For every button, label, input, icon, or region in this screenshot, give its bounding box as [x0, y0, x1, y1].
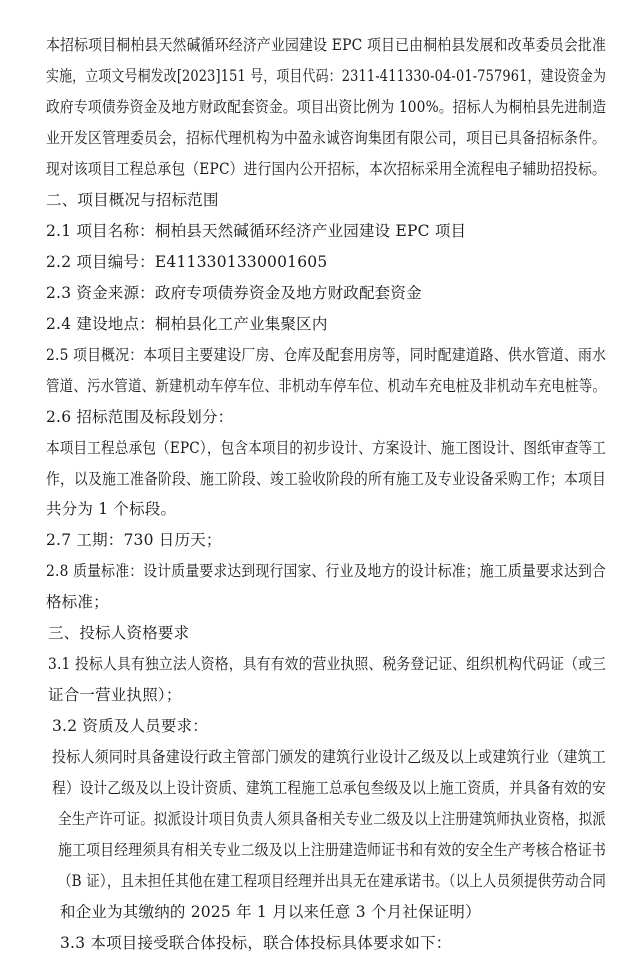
- text-line: 3.2 资质及人员要求：: [52, 717, 208, 735]
- text-line: 2.3 资金来源：政府专项债券资金及地方财政配套资金: [46, 284, 422, 302]
- text-line: 2.5 项目概况：本项目主要建设厂房、仓库及配套用房等，同时配建道路、供水管道、雨水: [46, 346, 607, 364]
- text-line: 3.3 本项目接受联合体投标，联合体投标具体要求如下：: [60, 934, 452, 952]
- text-line: 格标准；: [46, 593, 109, 611]
- text-line: 3.1 投标人具有独立法人资格，具有有效的营业执照、税务登记证、组织机构代码证（或三: [48, 655, 607, 673]
- text-line: 投标人须同时具备建设行政主管部门颁发的建筑行业设计乙级及以上或建筑行业（建筑工: [52, 748, 607, 766]
- text-line: 和企业为其缴纳的 2025 年 1 月以来任意 3 个月社保证明）: [60, 903, 481, 921]
- text-line: 本项目工程总承包（EPC），包含本项目的初步设计、方案设计、施工图设计、图纸审查等工: [46, 439, 607, 457]
- text-line: 业开发区管理委员会，招标代理机构为中盈永诚咨询集团有限公司，项目已具备招标条件。: [46, 129, 607, 147]
- text-line: 程）设计乙级及以上设计资质、建筑工程施工总承包叁级及以上施工资质，并具备有效的安: [52, 779, 606, 797]
- text-line: 政府专项债券资金及地方财政配套资金。项目出资比例为 100%。招标人为桐柏县先进制造: [46, 98, 607, 116]
- text-line: 管道、污水管道、新建机动车停车位、非机动车停车位、机动车充电桩及非机动车充电桩等。: [46, 377, 607, 395]
- text-line: 实施，立项文号桐发改[2023]151 号，项目代码：2311-411330-04-01-757961，建设资金为: [46, 67, 607, 85]
- text-line: 2.2 项目编号：E4113301330001605: [46, 253, 328, 271]
- text-line: 作，以及施工准备阶段、施工阶段、竣工验收阶段的所有施工及专业设备采购工作；本项目: [46, 470, 607, 488]
- section-heading: 三、投标人资格要求: [48, 624, 190, 642]
- text-line: 2.4 建设地点：桐柏县化工产业集聚区内: [46, 315, 328, 333]
- section-heading: 二、项目概况与招标范围: [46, 191, 219, 209]
- text-line: 本招标项目桐柏县天然碱循环经济产业园建设 EPC 项目已由桐柏县发展和改革委员会批准: [46, 36, 607, 54]
- text-line: 2.8 质量标准：设计质量要求达到现行国家、行业及地方的设计标准；施工质量要求达到合: [46, 562, 607, 580]
- text-line: 2.6 招标范围及标段划分：: [46, 408, 234, 426]
- text-line: （B 证），且未担任其他在建工程项目经理并出具无在建承诺书。（以上人员须提供劳动合同: [58, 872, 607, 890]
- text-line: 全生产许可证。拟派设计项目负责人须具备相关专业二级及以上注册建筑师执业资格，拟派: [58, 810, 607, 828]
- text-line: 共分为 1 个标段。: [46, 500, 177, 518]
- text-line: 2.1 项目名称：桐柏县天然碱循环经济产业园建设 EPC 项目: [46, 222, 467, 240]
- text-line: 施工项目经理须具有相关专业二级及以上注册建造师证书和有效的安全生产考核合格证书: [58, 841, 607, 859]
- text-line: 现对该项目工程总承包（EPC）进行国内公开招标，本次招标采用全流程电子辅助招投标。: [46, 160, 606, 178]
- text-line: 2.7 工期：730 日历天；: [46, 531, 222, 549]
- text-line: 证合一营业执照）；: [48, 686, 182, 704]
